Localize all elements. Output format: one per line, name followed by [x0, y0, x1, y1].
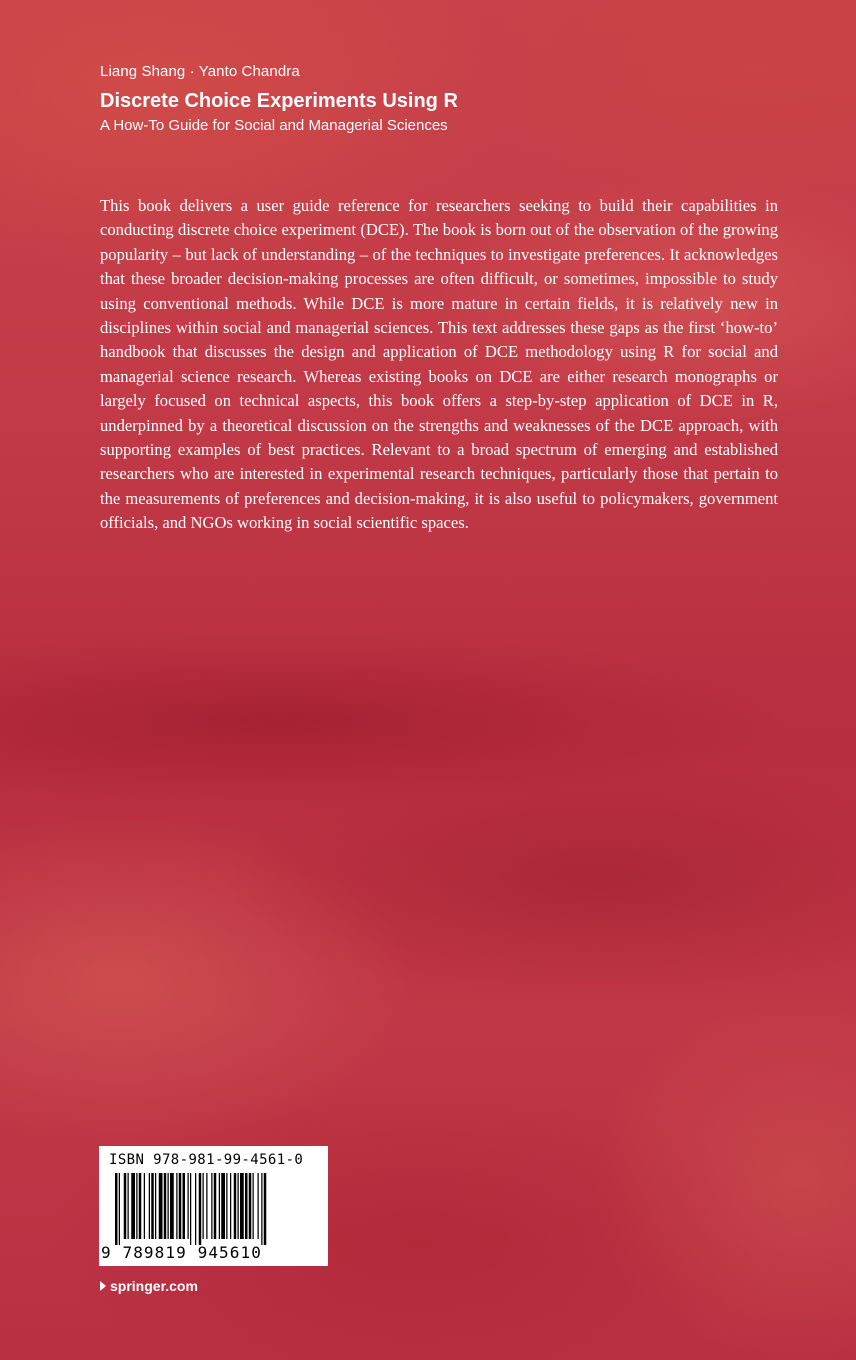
- barcode-bar: [139, 1173, 142, 1239]
- barcode-bar: [245, 1173, 248, 1239]
- barcode-bar: [249, 1173, 252, 1239]
- barcode-bar: [253, 1173, 254, 1239]
- cover-header: [100, 62, 458, 136]
- barcode-bar: [136, 1173, 137, 1239]
- barcode-bar: [221, 1173, 225, 1239]
- barcode-bar: [168, 1173, 169, 1239]
- barcode-bar: [203, 1173, 204, 1239]
- barcode-bar: [170, 1173, 174, 1239]
- barcode-bar: [258, 1173, 259, 1239]
- barcode-bar: [188, 1173, 189, 1239]
- barcode-bar: [230, 1173, 231, 1239]
- barcode-bar: [234, 1173, 237, 1239]
- barcode-bar: [199, 1173, 202, 1245]
- publisher-website[interactable]: [100, 1277, 198, 1295]
- barcode-bar: [176, 1173, 177, 1239]
- barcode-bar: [240, 1173, 244, 1239]
- barcode-bar: [115, 1173, 118, 1245]
- barcode-bar: [128, 1173, 129, 1239]
- barcode-bar: [159, 1173, 163, 1239]
- barcode-digits: 9 789819 945610: [101, 1243, 262, 1262]
- book-title: Discrete Choice Experiments Using R: [100, 90, 458, 112]
- barcode-bar: [238, 1173, 239, 1239]
- barcode-bar: [211, 1173, 212, 1239]
- arrow-right-icon: [100, 1281, 106, 1291]
- barcode-bar: [119, 1173, 120, 1245]
- isbn-barcode-box: [99, 1146, 328, 1266]
- barcode-bar: [214, 1173, 217, 1239]
- barcode-icon: [115, 1173, 313, 1245]
- barcode-bar: [190, 1173, 191, 1245]
- barcode-bar: [226, 1173, 227, 1239]
- barcode-bar: [179, 1173, 182, 1239]
- book-authors: Liang Shang · Yanto Chandra: [100, 63, 300, 80]
- barcode-bar: [124, 1173, 127, 1239]
- barcode-bar: [151, 1173, 154, 1239]
- barcode-bar: [155, 1173, 156, 1239]
- book-description: This book delivers a user guide reference for researchers seeking to build their capabilities in conducting discrete choice experiment (DCE). The book is born out of the observation of the growing popularity – but lack of understanding – of the techniques to investigate preferences. It acknowledges that these broader decision-making processes are often difficult, or sometimes, impossible to study using conventional methods. While DCE is more mature in certain fields, it is relatively new in disciplines within social and managerial sciences. This text addresses these gaps as the first ‘how-to’ handbook that discusses the design and application of DCE methodology using R for social and managerial science research. Whereas existing books on DCE are either research monographs or largely focused on technical aspects, this book offers a step-by-step application of DCE in R, underpinned by a theoretical discussion on the strengths and weaknesses of the DCE approach, with supporting examples of best practices. Relevant to a broad spectrum of emerging and established researchers who are interested in experimental research techniques, particularly those that pertain to the measurements of preferences and decision-making, it is also useful to policymakers, government officials, and NGOs working in social scientific spaces.: [100, 196, 778, 533]
- barcode-bar: [164, 1173, 167, 1239]
- book-subtitle: A How-To Guide for Social and Managerial Sciences: [100, 117, 448, 134]
- barcode-bar: [206, 1173, 207, 1239]
- barcode-bar: [261, 1173, 262, 1245]
- barcode-bar: [149, 1173, 150, 1239]
- publisher-website-label: springer.com: [110, 1278, 198, 1294]
- barcode-bar: [131, 1173, 135, 1239]
- barcode-bar: [264, 1173, 267, 1245]
- isbn-label: ISBN 978-981-99-4561-0: [109, 1152, 304, 1168]
- barcode-bar: [144, 1173, 145, 1239]
- barcode-bar: [183, 1173, 186, 1239]
- barcode-bar: [219, 1173, 220, 1239]
- barcode-bar: [195, 1173, 196, 1245]
